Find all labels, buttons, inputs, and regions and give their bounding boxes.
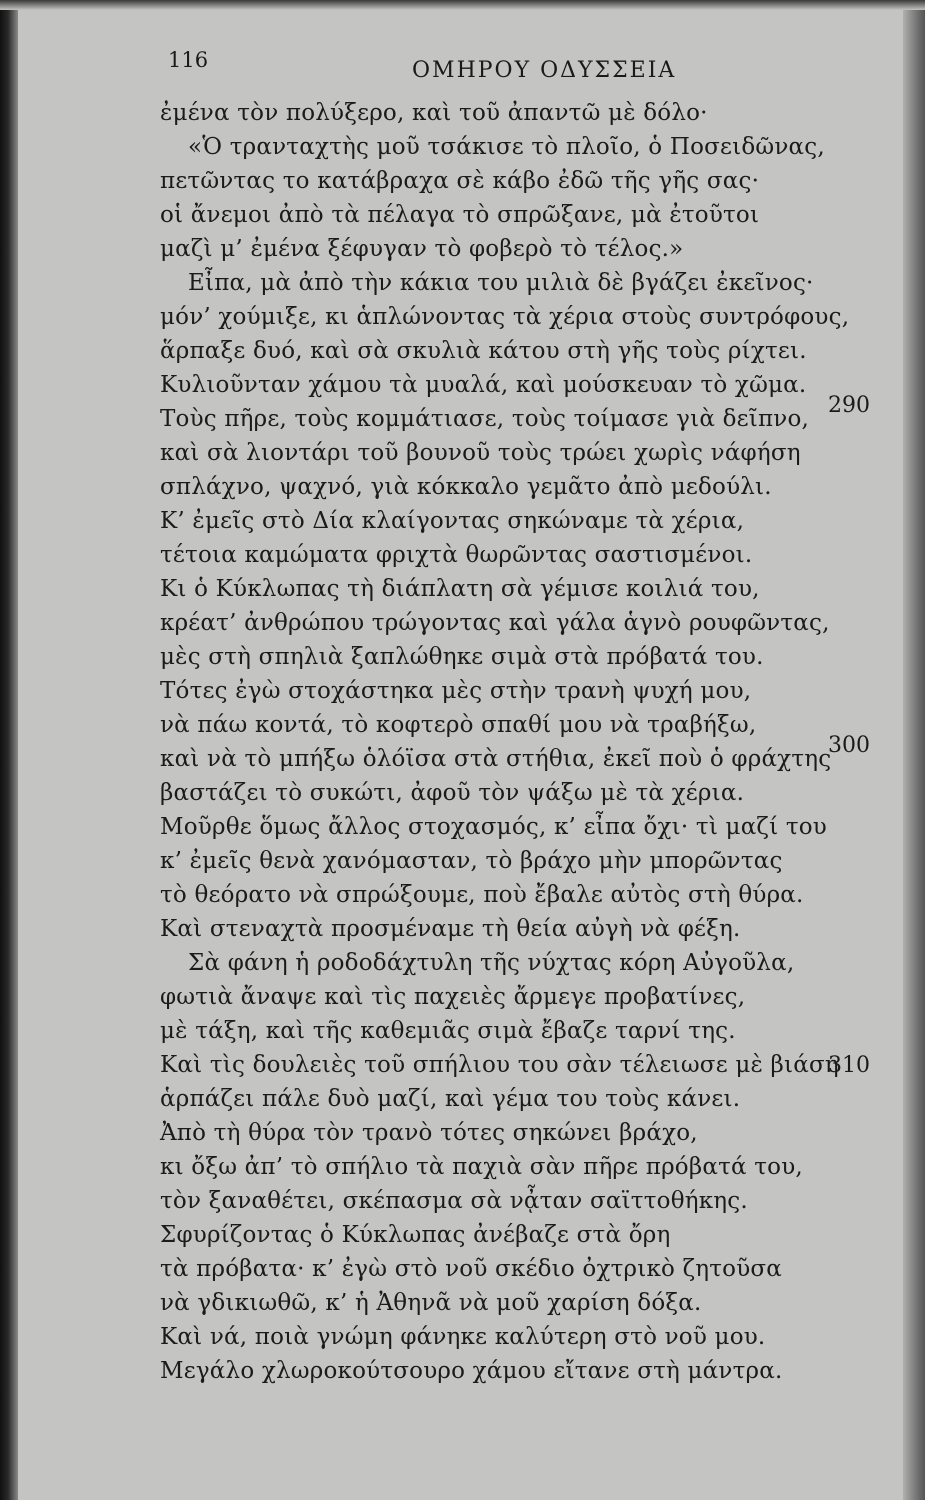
line-number-290: 290: [828, 393, 870, 418]
verse-line: Καὶ τὶς δουλειὲς τοῦ σπήλιου του σὰν τέλειωσε μὲ βιάση: [160, 1052, 839, 1078]
verse-line: πετῶντας το κατάβραχα σὲ κάβο ἐδῶ τῆς γῆς σας·: [160, 168, 760, 194]
verse-line: Κι ὁ Κύκλωπας τὴ διάπλατη σὰ γέμισε κοιλιά του,: [160, 576, 760, 602]
verse-line: κ’ ἐμεῖς θενὰ χανόμασταν, τὸ βράχο μὴν μπορῶντας: [160, 848, 783, 874]
scan-shadow-left: [0, 0, 18, 1500]
verse-line: τέτοια καμώματα φριχτὰ θωρῶντας σαστισμένοι.: [160, 542, 753, 568]
verse-line: κι ὄξω ἀπ’ τὸ σπήλιο τὰ παχιὰ σὰν πῆρε πρόβατά του,: [160, 1154, 803, 1180]
scan-shadow-top: [0, 0, 925, 10]
scan-shadow-right: [903, 0, 925, 1500]
verse-line: τὸν ξαναθέτει, σκέπασμα σὰ νᾆταν σαϊττοθήκης.: [160, 1188, 748, 1214]
verse-line: οἱ ἄνεμοι ἀπὸ τὰ πέλαγα τὸ σπρῶξανε, μὰ ἐτοῦτοι: [160, 202, 760, 228]
verse-line: Καὶ στεναχτὰ προσμέναμε τὴ θεία αὐγὴ νὰ φέξη.: [160, 916, 741, 942]
verse-line: Εἶπα, μὰ ἀπὸ τὴν κάκια του μιλιὰ δὲ βγάζει ἐκεῖνος·: [188, 270, 814, 296]
verse-line: Μεγάλο χλωροκούτσουρο χάμου εἴτανε στὴ μάντρα.: [160, 1358, 783, 1384]
verse-line: ἐμένα τὸν πολύξερο, καὶ τοῦ ἀπαντῶ μὲ δόλο·: [160, 100, 708, 126]
line-number-310: 310: [828, 1053, 870, 1078]
verse-line: κρέατ’ ἀνθρώπου τρώγοντας καὶ γάλα ἁγνὸ ρουφῶντας,: [160, 610, 830, 636]
verse-line: Τοὺς πῆρε, τοὺς κομμάτιασε, τοὺς τοίμασε γιὰ δεῖπνο,: [160, 406, 810, 432]
verse-line: μόν’ χούμιξε, κι ἁπλώνοντας τὰ χέρια στοὺς συντρόφους,: [160, 304, 850, 330]
verse-line: Σὰ φάνη ἡ ροδοδάχτυλη τῆς νύχτας κόρη Αὐγοῦλα,: [188, 950, 795, 976]
verse-line: νὰ πάω κοντά, τὸ κοφτερὸ σπαθί μου νὰ τραβήξω,: [160, 712, 757, 738]
verse-line: «Ὁ τρανταχτὴς μοῦ τσάκισε τὸ πλοῖο, ὁ Ποσειδῶνας,: [188, 134, 825, 160]
verse-line: τὰ πρόβατα· κ’ ἐγὼ στὸ νοῦ σκέδιο ὀχτρικὸ ζητοῦσα: [160, 1256, 783, 1282]
verse-line: Ἀπὸ τὴ θύρα τὸν τρανὸ τότες σηκώνει βράχο,: [160, 1120, 698, 1146]
verse-line: νὰ γδικιωθῶ, κ’ ἡ Ἀθηνᾶ νὰ μοῦ χαρίση δόξα.: [160, 1290, 702, 1316]
verse-line: φωτιὰ ἄναψε καὶ τὶς παχειὲς ἄρμεγε προβατίνες,: [160, 984, 746, 1010]
verse-line: βαστάζει τὸ συκώτι, ἀφοῦ τὸν ψάξω μὲ τὰ χέρια.: [160, 780, 745, 806]
page-number: 116: [168, 48, 209, 72]
verse-line: Κυλιοῦνταν χάμου τὰ μυαλά, καὶ μούσκευαν τὸ χῶμα.: [160, 372, 807, 398]
verse-line: μαζὶ μ’ ἐμένα ξέφυγαν τὸ φοβερὸ τὸ τέλος.»: [160, 236, 684, 262]
verse-line: Σφυρίζοντας ὁ Κύκλωπας ἀνέβαζε στὰ ὄρη: [160, 1222, 671, 1248]
verse-line: μὲς στὴ σπηλιὰ ξαπλώθηκε σιμὰ στὰ πρόβατά του.: [160, 644, 764, 670]
verse-line: ἅρπαξε δυό, καὶ σὰ σκυλιὰ κάτου στὴ γῆς τοὺς ρίχτει.: [160, 338, 807, 364]
verse-line: καὶ νὰ τὸ μπήξω ὁλόϊσα στὰ στήθια, ἐκεῖ ποὺ ὁ φράχτης: [160, 746, 832, 772]
verse-line: Καὶ νά, ποιὰ γνώμη φάνηκε καλύτερη στὸ νοῦ μου.: [160, 1324, 766, 1350]
verse-line: μὲ τάξη, καὶ τῆς καθεμιᾶς σιμὰ ἔβαζε ταρνί της.: [160, 1018, 736, 1044]
verse-line: καὶ σὰ λιοντάρι τοῦ βουνοῦ τοὺς τρώει χωρὶς νάφήση: [160, 440, 801, 466]
verse-line: Κ’ ἐμεῖς στὸ Δία κλαίγοντας σηκώναμε τὰ χέρια,: [160, 508, 745, 534]
verse-line: Τότες ἐγὼ στοχάστηκα μὲς στὴν τρανὴ ψυχή μου,: [160, 678, 752, 704]
verse-line: Μοῦρθε ὅμως ἄλλος στοχασμός, κ’ εἶπα ὄχι· τὶ μαζί του: [160, 814, 827, 840]
verse-line: σπλάχνο, ψαχνό, γιὰ κόκκαλο γεμᾶτο ἀπὸ μεδούλι.: [160, 474, 772, 500]
running-title: ΟΜΗΡΟΥ ΟΔΥΣΣΕΙΑ: [412, 58, 677, 83]
verse-line: ἁρπάζει πάλε δυὸ μαζί, καὶ γέμα του τοὺς κάνει.: [160, 1086, 741, 1112]
line-number-300: 300: [828, 733, 870, 758]
verse-line: τὸ θεόρατο νὰ σπρώξουμε, ποὺ ἔβαλε αὐτὸς στὴ θύρα.: [160, 882, 804, 908]
